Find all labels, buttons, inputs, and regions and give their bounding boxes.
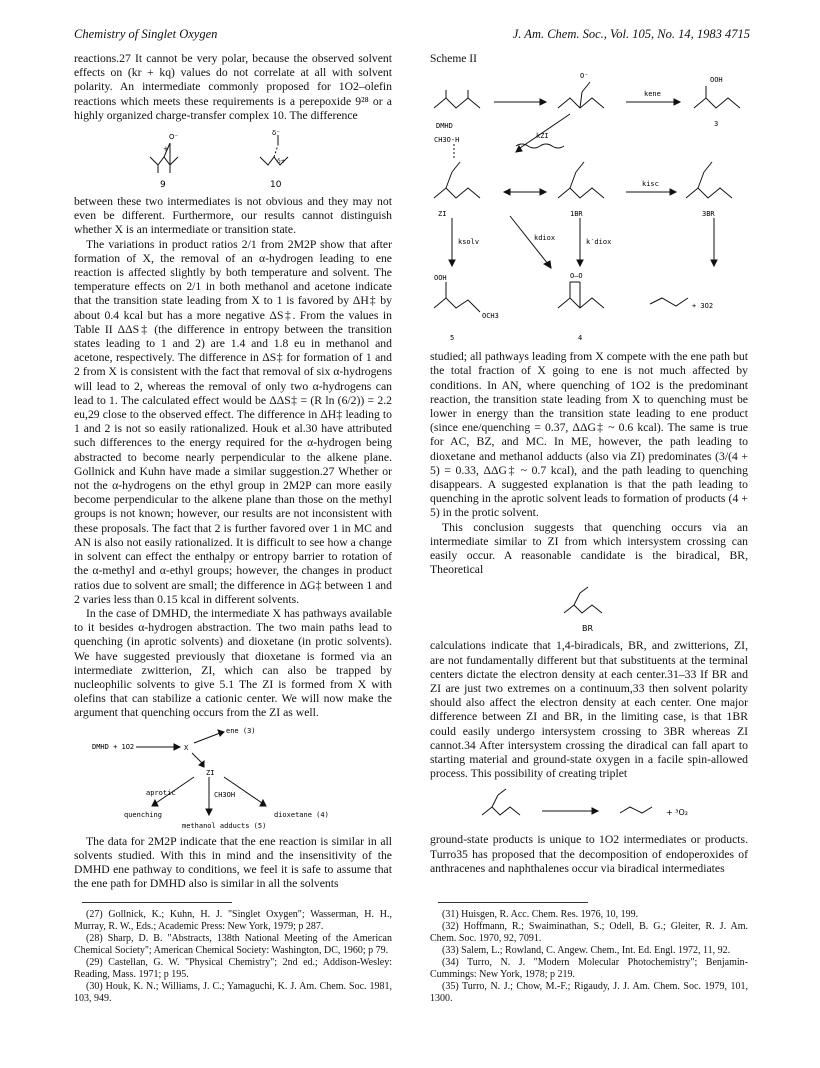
br-label: BR — [582, 624, 594, 634]
fragmentation-scheme — [430, 785, 748, 829]
intermediate-x: X — [184, 743, 189, 752]
svg-text:O⁻: O⁻ — [580, 72, 589, 81]
paragraph: In the case of DMHD, the intermediate X has pathways available to it besides α-hydrogen abstraction. The two main paths lead to quenching (in aprotic solvents) and dioxetane (in protic solvents). We have suggested previously that dioxetane is formed via an intermediate zwitterion, ZI, which can also be trapped by nucleophilic solvents to give 5.1 The ZI is formed from X with olefins that can stabilize a cationic center. We will now make the argument that quenching occurs from the ZI as well. — [74, 606, 392, 720]
reference: (29) Castellan, G. W. "Physical Chemistry"; 2nd ed.; Addison-Wesley: Reading, Mass. 1971; p 195. — [74, 957, 392, 980]
compound-4-label: 4 — [578, 334, 583, 343]
reference: (30) Houk, K. N.; Williams, J. C.; Yamaguchi, K. J. Am. Chem. Soc. 1981, 103, 949. — [74, 981, 392, 1004]
methanol-label: CH3OH — [214, 790, 236, 799]
figure-triplet-fragmentation — [430, 785, 748, 829]
scheme-ii-diagram — [430, 68, 748, 346]
svg-text:+: + — [163, 145, 169, 154]
paragraph: between these two intermediates is not obvious and they may not even be different. Furthermore, our results cannot distinguish whether X is an intermediate or transition state. — [74, 195, 392, 237]
figure-biradical — [430, 581, 748, 635]
reference: (32) Hoffmann, R.; Swaiminathan, S.; Odell, B. G.; Gleiter, R. J. Am. Chem. Soc. 1970, 92, 7091. — [430, 921, 748, 944]
paragraph: ground-state products is unique to 1O2 intermediates or products. Turro35 has proposed that the decomposition of endoperoxides of anthracenes and naphthalenes occur via biradical intermediates — [430, 833, 748, 875]
och3-label: OCH3 — [482, 312, 499, 321]
reference: (34) Turro, N. J. "Modern Molecular Photochemistry"; Benjamin-Cummings: New York, 1978; p 219. — [430, 957, 748, 980]
methanol-adducts-label: methanol adducts (5) — [182, 821, 267, 830]
ene-product: ene (3) — [226, 726, 256, 735]
journal-citation: J. Am. Chem. Soc., Vol. 105, No. 14, 1983 4715 — [512, 27, 750, 41]
k-ene-label: kene — [644, 90, 661, 99]
triplet-br-label: 3BR — [702, 210, 715, 219]
compound-label-9: 9 — [160, 180, 166, 191]
footnote-rule — [438, 902, 588, 903]
reference: (31) Huisgen, R. Acc. Chem. Res. 1976, 10, 199. — [442, 909, 639, 920]
references-left — [74, 902, 392, 1005]
k-zi-label: kZI — [536, 132, 549, 141]
reference: (33) Salem, L.; Rowland, C. Angew. Chem., Int. Ed. Engl. 1972, 11, 92. — [442, 945, 731, 956]
footnote-rule — [82, 902, 232, 903]
figure-perepoxide-ctc — [74, 127, 392, 191]
svg-text:δ⁻: δ⁻ — [272, 129, 280, 138]
scheme-ii — [430, 68, 748, 346]
paragraph: calculations indicate that 1,4-biradicals, BR, and zwitterions, ZI, are not fundamentally different but that substituents at the terminal centers dictate the electron density at each center.31–33 If BR and ZI are just two extremes on a continuum,33 then solvent polarity should also affect the electron density at each center. One major difference between ZI and BR, in the limiting case, is that 1BR could easily undergo intersystem crossing to 3BR whereas ZI cannot.34 After intersystem crossing the diradical can fall apart to starting material and ground-state oxygen in a facile spin-allowed process. This possibility of creating triplet — [430, 639, 748, 781]
aprotic-label: aprotic — [146, 788, 176, 797]
paragraph: This conclusion suggests that quenching occurs via an intermediate similar to ZI from which intersystem crossing can easily occur. A reasonable candidate is the biradical, BR, Theoretical — [430, 520, 748, 577]
compound-5-label: 5 — [450, 334, 455, 343]
svg-text:δ+: δ+ — [277, 158, 286, 166]
k-solv-label: ksolv — [458, 238, 480, 247]
oxygen-label: O⁻ — [169, 133, 179, 142]
scheme-title: Scheme II — [430, 53, 477, 65]
k-diox-label: kdiox — [534, 234, 556, 243]
svg-text:O—O: O—O — [570, 272, 583, 281]
dioxetane-label: dioxetane (4) — [274, 810, 329, 819]
ooh-label: OOH — [710, 76, 723, 85]
structures-9-10 — [74, 127, 392, 191]
biradical-structure — [430, 581, 748, 635]
reference: (27) Gollnick, K.; Kuhn, H. J. "Singlet Oxygen"; Wasserman, H. H., Murray, R. W., Eds.; Academic Press: New York, 1979; p 287. — [74, 909, 392, 932]
compound-3-label: 3 — [714, 120, 719, 129]
triplet-oxygen-label: + 3O2 — [692, 302, 714, 311]
pathway-diagram — [74, 725, 392, 831]
reference: (28) Sharp, D. B. "Abstracts, 138th National Meeting of the American Chemical Society"; American Chemical Society: Washington, DC, 1960; p 79. — [74, 933, 392, 956]
k-isc-label: kisc — [642, 180, 659, 189]
left-column — [74, 52, 392, 891]
paragraph: studied; all pathways leading from X compete with the ene path but the total fraction of X going to ene is not much affected by conditions. In AN, where quenching of 1O2 is the predominant reaction, the transition state leading from X to quenching must be lower in energy than the transition state leading to ene product (since ene/quenching = 0.37, ΔΔG‡ ~ 0.6 kcal). The same is true for AC, BZ, and MC. In ME, however, the path leading to dioxetane and methanol adducts (also via ZI) predominates (3/(4 + 5) = 0.33, ΔΔG‡ ~ 0.7 kcal), and the path leading to quenching disappears. A suggested explanation is that the path leading to quenching in the aprotic solvent leads to formation of products (4 + 5) in the protic solvent. — [430, 350, 748, 520]
figure-dmhd-pathways — [74, 725, 392, 831]
reference: (35) Turro, N. J.; Chow, M.-F.; Rigaudy, J. J. Am. Chem. Soc. 1979, 101, 1300. — [430, 981, 748, 1004]
singlet-br-label: 1BR — [570, 210, 583, 219]
paragraph: reactions.27 It cannot be very polar, because the observed solvent effects on (kr + kq) values do not correlate at all with solvent polarity. An intermediate commonly proposed for 1O2–olefin reactions which meets these requirements is a perepoxide 9²⁸ or a highly organized charge-transfer complex 10. The difference — [74, 52, 392, 122]
references-right — [430, 902, 748, 1005]
methanol-proton-label: CH3O-H — [434, 136, 460, 145]
compound-label-10: 10 — [270, 180, 282, 191]
dmhd-label: DMHD — [436, 122, 453, 131]
quenching-label: quenching — [124, 810, 162, 819]
ooh-label-5: OOH — [434, 274, 447, 283]
reactant-label: DMHD + 1O2 — [92, 742, 135, 751]
paragraph: The data for 2M2P indicate that the ene reaction is similar in all solvents studied. With this in mind and the insensitivity of the DMHD ene pathway to conditions, we feel it is safe to assume that the ene path for DMHD also is similar in all the solvents — [74, 834, 392, 891]
zi-label: ZI — [438, 210, 447, 219]
paragraph: The variations in product ratios 2/1 from 2M2P show that after formation of X, the removal of an α-hydrogen leading to ene reaction is affected slightly by both temperature and solvent. The temperature effects on 2/1 in both methanol and acetone indicate that the transition state leading from X to 1 is favored by ΔH‡ by about 0.4 kcal but has a more negative ΔS‡. From the values in Table II ΔΔS‡ (the difference in entropy between the transition states leading to 1 and 2) are 1.4 and 1.8 eu in methanol and acetone, respectively. The difference in ΔS‡ for formation of 1 and 2 from X is consistent with the fact that removal of six α-hydrogens will lead to 2, whereas the removal of only two α-hydrogens can lead to 1. The calculated effect would be ΔΔS‡ = (R ln (6/2)) = 2.2 eu,29 close to the observed effect. The difference in ΔH‡ leading to 1 and 2 is not so easily rationalized. Houk et al.30 have attributed such differences to the energy required for the α-hydrogen being abstracted to become nearly perpendicular to the alkene plane. Gollnick and Kuhn have made a similar suggestion.27 Whether or not the α-hydrogens on the ethyl group in 2M2P can more easily become perpendicular to the alkene plane than those on the methyl groups is not known; however, our results are not inconsistent with these proposals. The fact that 2 is further favored over 1 in MC and AN is also not easily rationalized. It is difficult to see how a change in solvent can effect the enthalpy or entropy barrier to rotation of the α-methyl and α-ethyl groups; however, the changes in product ratios due to solvent are small; the difference in ΔG‡ between 1 and 2 varies less than 0.15 kcal in different solvents. — [74, 237, 392, 606]
right-column — [430, 52, 748, 876]
svg-text:+ ³O₂: + ³O₂ — [666, 808, 688, 818]
running-title: Chemistry of Singlet Oxygen — [74, 27, 218, 41]
zwitterion-label: ZI — [206, 768, 215, 777]
k-diox-prime-label: k′diox — [586, 238, 612, 247]
